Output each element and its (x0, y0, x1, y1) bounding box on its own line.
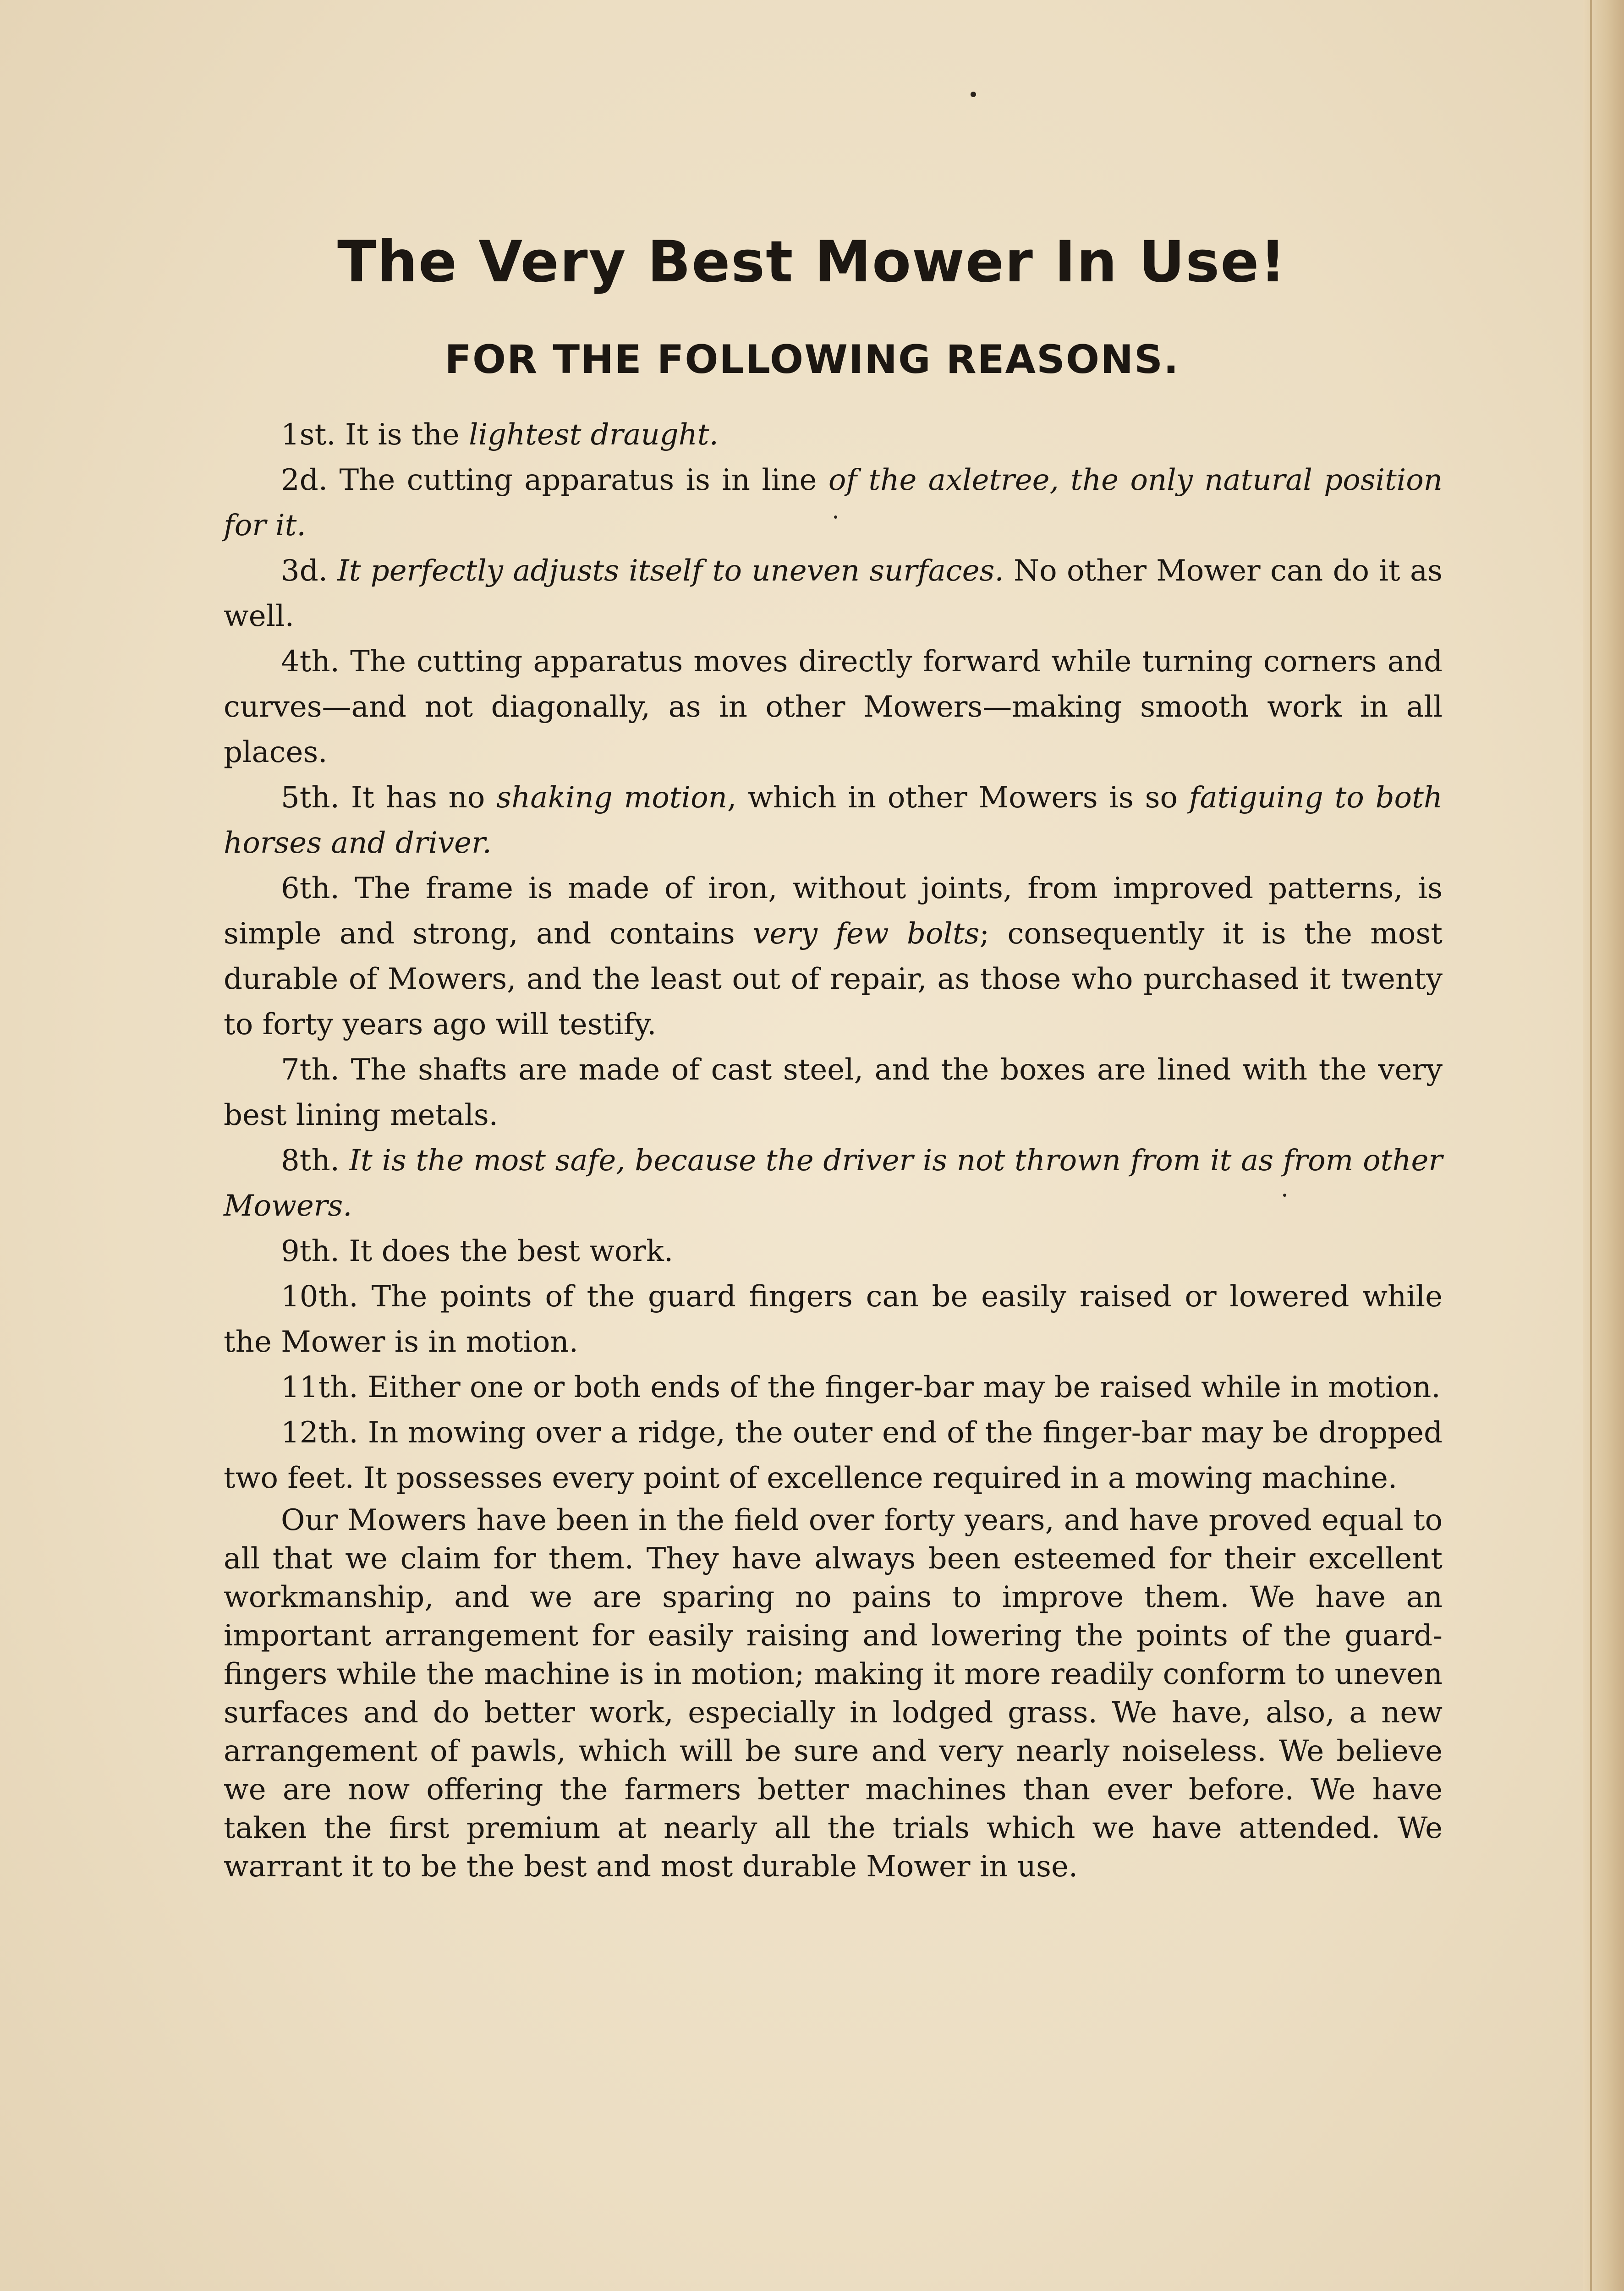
reason-text: ; consequently it is the most durable of Mowers, and the least out of repair, as those who purchased it twenty to forty years ago will testify. (224, 917, 1443, 1041)
reason-number: 9th. (281, 1234, 340, 1268)
paper-speck (971, 92, 976, 97)
reason-number: 7th. (281, 1053, 340, 1087)
reason-number: 10th. (281, 1280, 358, 1314)
reason-text: No other Mower can do it as well. (224, 554, 1443, 633)
reason-item (224, 639, 1443, 775)
reason-number: 12th. (281, 1416, 358, 1450)
reason-text: It has no (351, 781, 497, 815)
reason-number: 2d. (281, 463, 328, 497)
reason-item (224, 548, 1443, 639)
reason-text: In mowing over a ridge, the outer end of the finger-bar may be dropped two feet. It possesses every point of excellence required in a mowing machine. (224, 1416, 1443, 1495)
reason-item (224, 1410, 1443, 1501)
reason-number: 8th. (281, 1144, 340, 1178)
reason-item (224, 1274, 1443, 1365)
reason-text: The cutting apparatus is in line (339, 463, 828, 497)
reason-text-emphasis: fatiguing to both horses and driver. (224, 781, 1443, 860)
reason-text: The frame is made of iron, without joints, from improved patterns, is simple and strong, and contains (224, 871, 1443, 951)
reason-text-emphasis: very few bolts (753, 917, 980, 951)
reason-item (224, 412, 1443, 458)
reason-number: 5th. (281, 781, 340, 815)
reason-number: 11th. (281, 1370, 358, 1404)
reason-item (224, 775, 1443, 866)
reason-text-emphasis: lightest draught. (469, 418, 719, 452)
reason-number: 1st. (281, 418, 336, 452)
reason-text: Either one or both ends of the finger-bar may be raised while in motion. (368, 1370, 1441, 1404)
reason-item (224, 1138, 1443, 1229)
reason-text-emphasis: It perfectly adjusts itself to uneven surfaces. (337, 554, 1004, 588)
reason-text: The shafts are made of cast steel, and the boxes are lined with the very best lining metals. (224, 1053, 1443, 1132)
reason-number: 6th. (281, 871, 340, 905)
reason-text: It is the (345, 418, 469, 452)
reason-text-emphasis: of the axletree, the only natural position for it. (224, 463, 1443, 543)
reason-text: , which in other Mowers is so (727, 781, 1189, 815)
reason-number: 4th. (281, 645, 340, 679)
reason-text-emphasis: It is the most safe, because the driver is not thrown from it as from other Mowers. (224, 1144, 1443, 1223)
page-subtitle: FOR THE FOLLOWING REASONS. (444, 337, 1180, 383)
reasons-list (224, 412, 1443, 1886)
reason-text: The points of the guard fingers can be easily raised or lowered while the Mower is in motion. (224, 1280, 1443, 1359)
reason-item (224, 1365, 1443, 1410)
closing-paragraph: Our Mowers have been in the field over forty years, and have proved equal to all that we claim for them. They have always been esteemed for their excellent workmanship, and we are sparing no pains to improve them. We have an important arrangement for easily raising and lowering the points of the guard-fingers while the machine is in motion; making it more readily conform to uneven surfaces and do better work, especially in lodged grass. We have, also, a new arrangement of pawls, which will be sure and very nearly noiseless. We believe we are now offering the farmers better machines than ever before. We have taken the first premium at nearly all the trials which we have attended. We warrant it to be the best and most durable Mower in use. (224, 1503, 1443, 1884)
reason-text: It does the best work. (349, 1234, 674, 1268)
reason-item (224, 1229, 1443, 1274)
page-title: The Very Best Mower In Use! (337, 229, 1287, 295)
reason-text-emphasis: shaking motion (496, 781, 727, 815)
reason-item (224, 866, 1443, 1047)
reason-number: 3d. (281, 554, 328, 588)
reason-item (224, 458, 1443, 548)
reason-text: The cutting apparatus moves directly forward while turning corners and curves—and not diagonally, as in other Mowers—making smooth work in all places. (224, 645, 1443, 769)
reason-item (224, 1047, 1443, 1138)
